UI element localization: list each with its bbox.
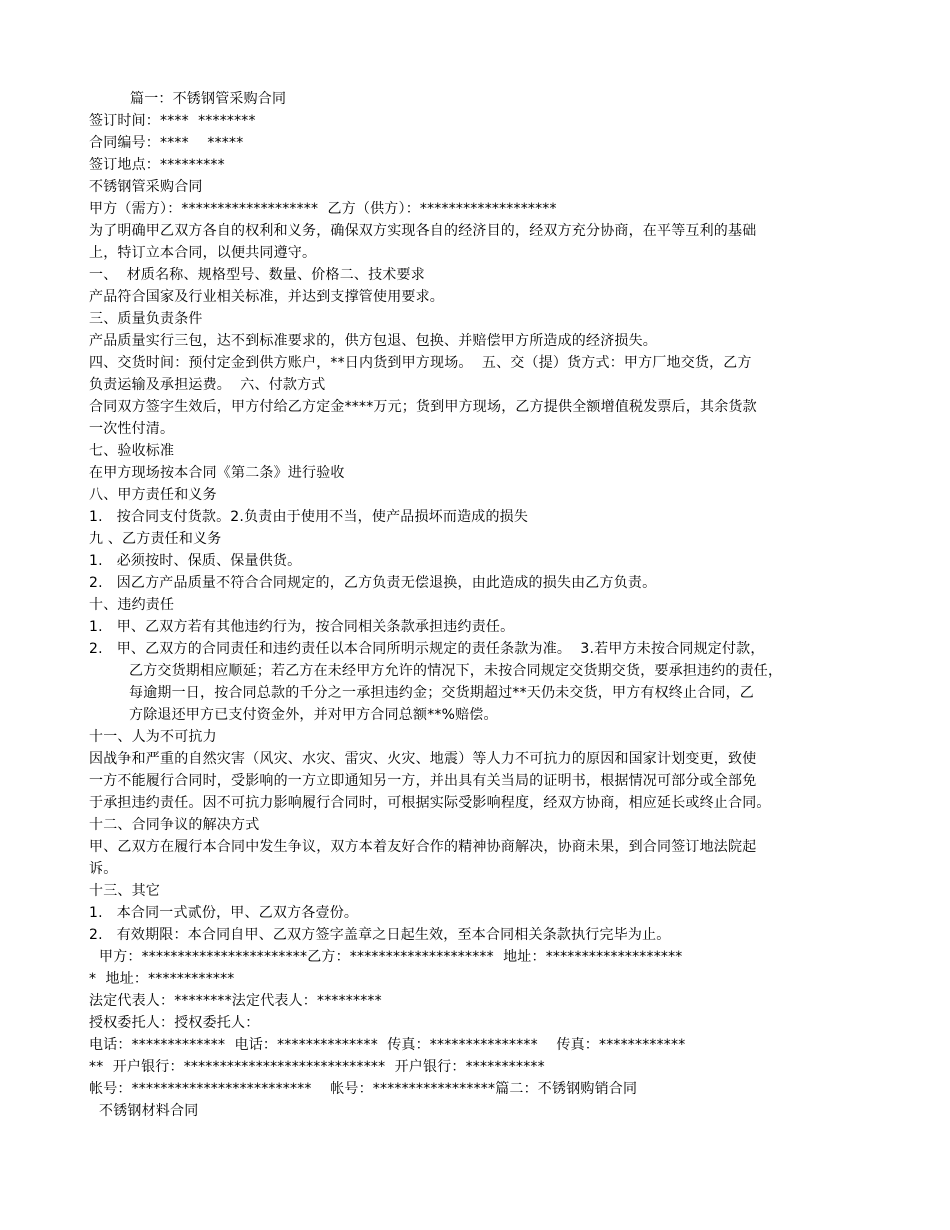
- signature-line: 授权委托人：授权委托人：: [89, 1015, 260, 1031]
- section-heading: 十、违约责任: [89, 597, 175, 613]
- paragraph-line: 于承担违约责任。因不可抗力影响履行合同时，可根据实际受影响程度，经双方协商，相应延长或终止合同。: [89, 795, 771, 811]
- paragraph-line: 一次性付清。: [89, 421, 175, 437]
- preamble-line: 上，特订立本合同，以便共同遵守。: [89, 245, 317, 261]
- contract-title: 不锈钢管采购合同: [89, 179, 203, 195]
- next-section-title: 不锈钢材料合同: [99, 1103, 199, 1119]
- list-item: 2. 甲、乙双方的合同责任和违约责任以本合同所明示规定的责任条款为准。 3.若甲方未按合同规定付款，: [89, 641, 765, 657]
- section-heading: 九 、乙方责任和义务: [89, 531, 222, 547]
- signing-time: 签订时间：**** ********: [89, 113, 256, 129]
- list-item: 1. 甲、乙双方若有其他违约行为，按合同相关条款承担违约责任。: [89, 619, 515, 635]
- paragraph-line: 因战争和严重的自然灾害（风灾、水灾、雷灾、火灾、地震）等人力不可抗力的原因和国家计划变更，致使: [89, 751, 757, 767]
- paragraph-line: 甲、乙双方在履行本合同中发生争议，双方本着友好合作的精神协商解决，协商未果，到合同签订地法院起: [89, 839, 757, 855]
- list-item: 1. 本合同一式贰份，甲、乙双方各壹份。: [89, 905, 359, 921]
- list-item-continuation: 乙方交货期相应顺延；若乙方在未经甲方允许的情况下，未按合同规定交货期交货，要承担违约的责任，: [129, 663, 783, 679]
- list-item-continuation: 每逾期一日，按合同总款的千分之一承担违约金；交货期超过**天仍未交货，甲方有权终止合同，乙: [129, 685, 754, 701]
- contract-number: 合同编号：**** *****: [89, 135, 244, 151]
- signature-line: 电话：************* 电话：************** 传真：*************** 传真：************: [89, 1037, 686, 1053]
- section-heading: 十二、合同争议的解决方式: [89, 817, 260, 833]
- section-heading: 八、甲方责任和义务: [89, 487, 217, 503]
- paragraph-line: 产品符合国家及行业相关标准，并达到支撑管使用要求。: [89, 289, 444, 305]
- section-heading: 一、 材质名称、规格型号、数量、价格二、技术要求: [89, 267, 425, 283]
- section-heading: 七、验收标准: [89, 443, 175, 459]
- list-item: 1. 按合同支付货款。2.负责由于使用不当，使产品损坏而造成的损失: [89, 509, 529, 525]
- paragraph-line: 一方不能履行合同时，受影响的一方立即通知另一方，并出具有关当局的证明书，根据情况可部分或全部免: [89, 773, 757, 789]
- section-heading: 十一、人为不可抗力: [89, 729, 217, 745]
- paragraph-line: 四、交货时间：预付定金到供方账户，**日内货到甲方现场。 五、交（提）货方式：甲方厂地交货，乙方: [89, 355, 752, 371]
- paragraph-line: 诉。: [89, 861, 118, 877]
- parties-line: 甲方（需方）：******************* 乙方（供方）：*******************: [89, 201, 557, 217]
- preamble-line: 为了明确甲乙双方各自的权利和义务，确保双方实现各自的经济目的，经双方充分协商，在平等互利的基础: [89, 223, 757, 239]
- signature-line: * 地址：************: [89, 971, 235, 987]
- signing-place: 签订地点：*********: [89, 157, 225, 173]
- paragraph-line: 负责运输及承担运费。 六、付款方式: [89, 377, 326, 393]
- paragraph-line: 产品质量实行三包，达不到标准要求的，供方包退、包换、并赔偿甲方所造成的经济损失。: [89, 333, 657, 349]
- list-item: 2. 因乙方产品质量不符合合同规定的，乙方负责无偿退换，由此造成的损失由乙方负责。: [89, 575, 657, 591]
- signature-line: 帐号：************************* 帐号：*****************篇二：不锈钢购销合同: [89, 1081, 638, 1097]
- list-item: 2. 有效期限：本合同自甲、乙双方签字盖章之日起生效，至本合同相关条款执行完毕为止。: [89, 927, 671, 943]
- paragraph-line: 合同双方签字生效后，甲方付给乙方定金****万元；货到甲方现场，乙方提供全额增值税发票后，其余货款: [89, 399, 757, 415]
- paragraph-line: 在甲方现场按本合同《第二条》进行验收: [89, 465, 345, 481]
- section-heading: 十三、其它: [89, 883, 160, 899]
- section-heading: 三、质量负责条件: [89, 311, 203, 327]
- signature-line: ** 开户银行：**************************** 开户银行：***********: [89, 1059, 545, 1075]
- signature-line: 甲方：***********************乙方：******************** 地址：*******************: [99, 949, 683, 965]
- list-item: 1. 必须按时、保质、保量供货。: [89, 553, 302, 569]
- list-item-continuation: 方除退还甲方已支付资金外，并对甲方合同总额**%赔偿。: [129, 707, 498, 723]
- doc-heading: 篇一：不锈钢管采购合同: [130, 91, 287, 107]
- signature-line: 法定代表人：********法定代表人：*********: [89, 993, 382, 1009]
